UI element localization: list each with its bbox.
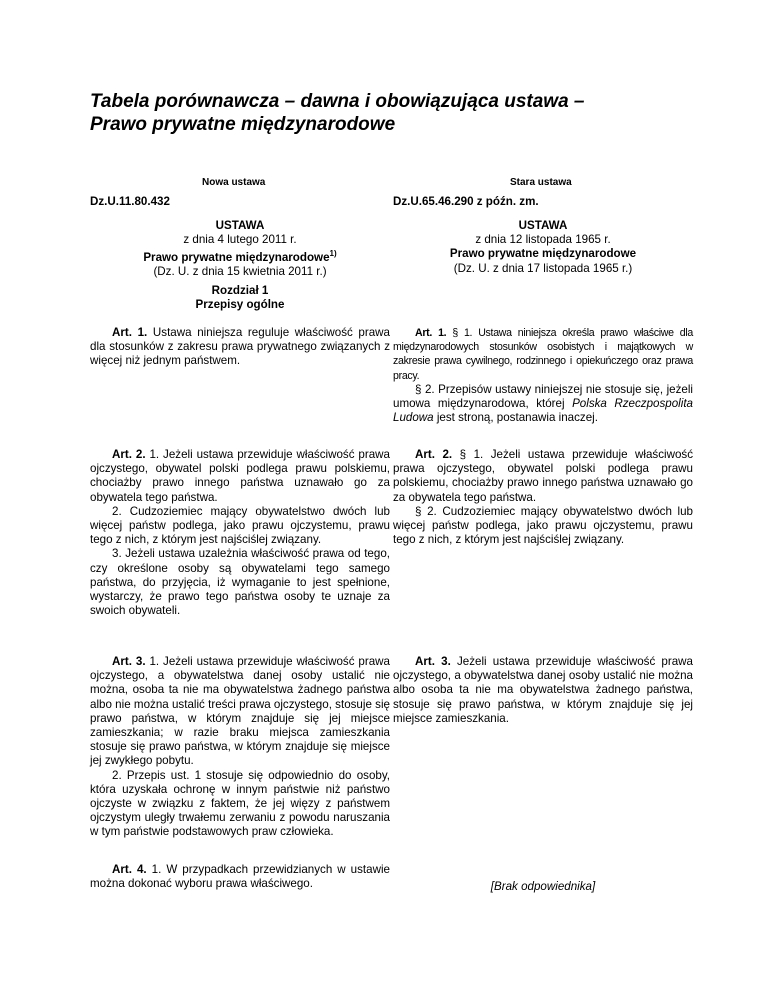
new-art-4 (90, 863, 390, 891)
new-art-3-p2: 2. Przepis ust. 1 stosuje się odpowiednio do osoby, która uzyskała ochronę w innym państwie niż państwo ojczyste w związku z faktem, że jej więzy z państwem ojczystym uległy trwałemu zerwaniu z powodu naruszania w tym państwie podstawowych praw człowieka. (90, 768, 390, 839)
old-art-1 (393, 326, 693, 425)
old-art-2-p1: § 1. Jeżeli ustawa przewiduje właściwość prawa ojczystego, obywatel polski podlega prawu polskiemu, chociażby prawo innego państwa uznawało go za obywatela tego państwa. (393, 448, 694, 504)
new-art-3-label: Art. 3. (112, 655, 146, 668)
title-line-1: Tabela porównawcza – dawna i obowiązująca ustawa – (90, 91, 585, 112)
document-title (90, 90, 650, 136)
old-law-type: USTAWA (518, 219, 568, 232)
new-art-1-text: Ustawa niniejsza reguluje właściwość prawa dla stosunków z zakresu prawa prywatnego związanych z więcej niż jednym państwem. (90, 326, 390, 368)
old-law-label: Stara ustawa (510, 177, 572, 188)
new-art-4-text: 1. W przypadkach przewidzianych w ustawie można dokonać wyboru prawa właściwego. (90, 863, 390, 891)
old-art-2-label: Art. 2. (415, 448, 453, 461)
new-art-4-label: Art. 4. (112, 863, 147, 876)
old-art-4-no-equivalent: [Brak odpowiednika] (490, 880, 596, 893)
chapter-heading (90, 284, 390, 312)
footnote-marker: 1) (329, 249, 337, 259)
new-art-3 (90, 655, 390, 840)
old-art-1-label: Art. 1. (415, 327, 447, 339)
new-art-2-p3: 3. Jeżeli ustawa uzależnia właściwość prawa od tego, czy określone osoby są obywatelami tego samego państwa, do przyjęcia, iż wymaganie to jest spełnione, wystarczy, że prawo tego państwa osoby te uznaje za swoich obywateli. (90, 547, 390, 618)
old-art-3 (393, 655, 693, 726)
new-law-publication: (Dz. U. z dnia 15 kwietnia 2011 r.) (153, 265, 327, 279)
old-art-1-p2-before: § 2. Przepisów ustawy niniejszej nie stosuje się, jeżeli umowa międzynarodowa, której (393, 382, 693, 411)
new-art-2-label: Art. 2. (112, 448, 146, 461)
new-law-label: Nowa ustawa (202, 177, 266, 188)
old-art-3-text: Jeżeli ustawa przewiduje właściwość prawa ojczystego, a obywatelstwa danej osoby ustalić nie można albo osoba ta nie ma obywatelstwa żadnego państwa, stosuje się prawo państwa, w którym znajduje się jej miejsce zamieszkania. (393, 655, 693, 725)
old-law-header (393, 219, 693, 276)
old-art-3-label: Art. 3. (415, 655, 451, 668)
old-law-date: z dnia 12 listopada 1965 r. (475, 233, 611, 247)
new-art-1-label: Art. 1. (112, 326, 148, 339)
new-law-name: Prawo prywatne międzynarodowe$^{1)}$ (143, 249, 337, 265)
new-law-type: USTAWA (215, 219, 265, 232)
new-art-2-p2: 2. Cudzoziemiec mający obywatelstwo dwóch lub więcej państw podlega, jako prawu ojczystemu, prawu tego z nich, z którym jest najściślej związany. (90, 504, 390, 547)
old-art-1-p2-italic: Polska Rzeczpospolita Ludowa (393, 397, 693, 425)
old-art-1-p1: § 1. Ustawa niniejsza określa prawo właściwe dla międzynarodowych stosunków osobistych i majątkowych w zakresie prawa cywilnego, rodzinnego i opiekuńczego oraz prawa pracy. (393, 327, 693, 382)
old-law-name: Prawo prywatne międzynarodowe (449, 247, 637, 261)
new-law-header (90, 219, 390, 280)
new-art-1 (90, 326, 390, 369)
new-art-3-p1: 1. Jeżeli ustawa przewiduje właściwość prawa ojczystego, a obywatelstwa danej osoby ustalić nie można, osoba ta nie ma obywatelstwa żadnego państwa albo nie można ustalić treści prawa ojczystego, stosuje się prawo państwa, w którym znajduje się jej miejsce zamieszkania; w razie braku miejsca zamieszkania stosuje się prawo państwa, w którym znajduje się miejsce jej zwykłego pobytu. (90, 655, 390, 768)
new-law-date: z dnia 4 lutego 2011 r. (183, 233, 297, 247)
old-law-journal-ref: Dz.U.65.46.290 z późn. zm. (393, 195, 539, 208)
old-law-publication: (Dz. U. z dnia 17 listopada 1965 r.) (453, 261, 633, 275)
old-art-2-p2: § 2. Cudzoziemiec mający obywatelstwo dwóch lub więcej państw podlega, jako prawu ojczystemu, prawu tego z nich, z którym jest najściślej związany. (393, 504, 693, 547)
old-art-2 (393, 448, 693, 547)
new-law-journal-ref: Dz.U.11.80.432 (90, 195, 170, 208)
chapter-title: Przepisy ogólne (195, 298, 285, 312)
old-art-1-p2-after: jest stroną, postanawia inaczej. (436, 411, 598, 425)
new-art-2-p1: 1. Jeżeli ustawa przewiduje właściwość prawa ojczystego, obywatel polski podlega prawu polskiemu, chociażby prawo innego państwa uznawało go za obywatela tego państwa. (90, 448, 390, 504)
new-art-2 (90, 448, 390, 618)
chapter-number: Rozdział 1 (211, 284, 269, 297)
title-line-2: Prawo prywatne międzynarodowe (90, 114, 396, 135)
